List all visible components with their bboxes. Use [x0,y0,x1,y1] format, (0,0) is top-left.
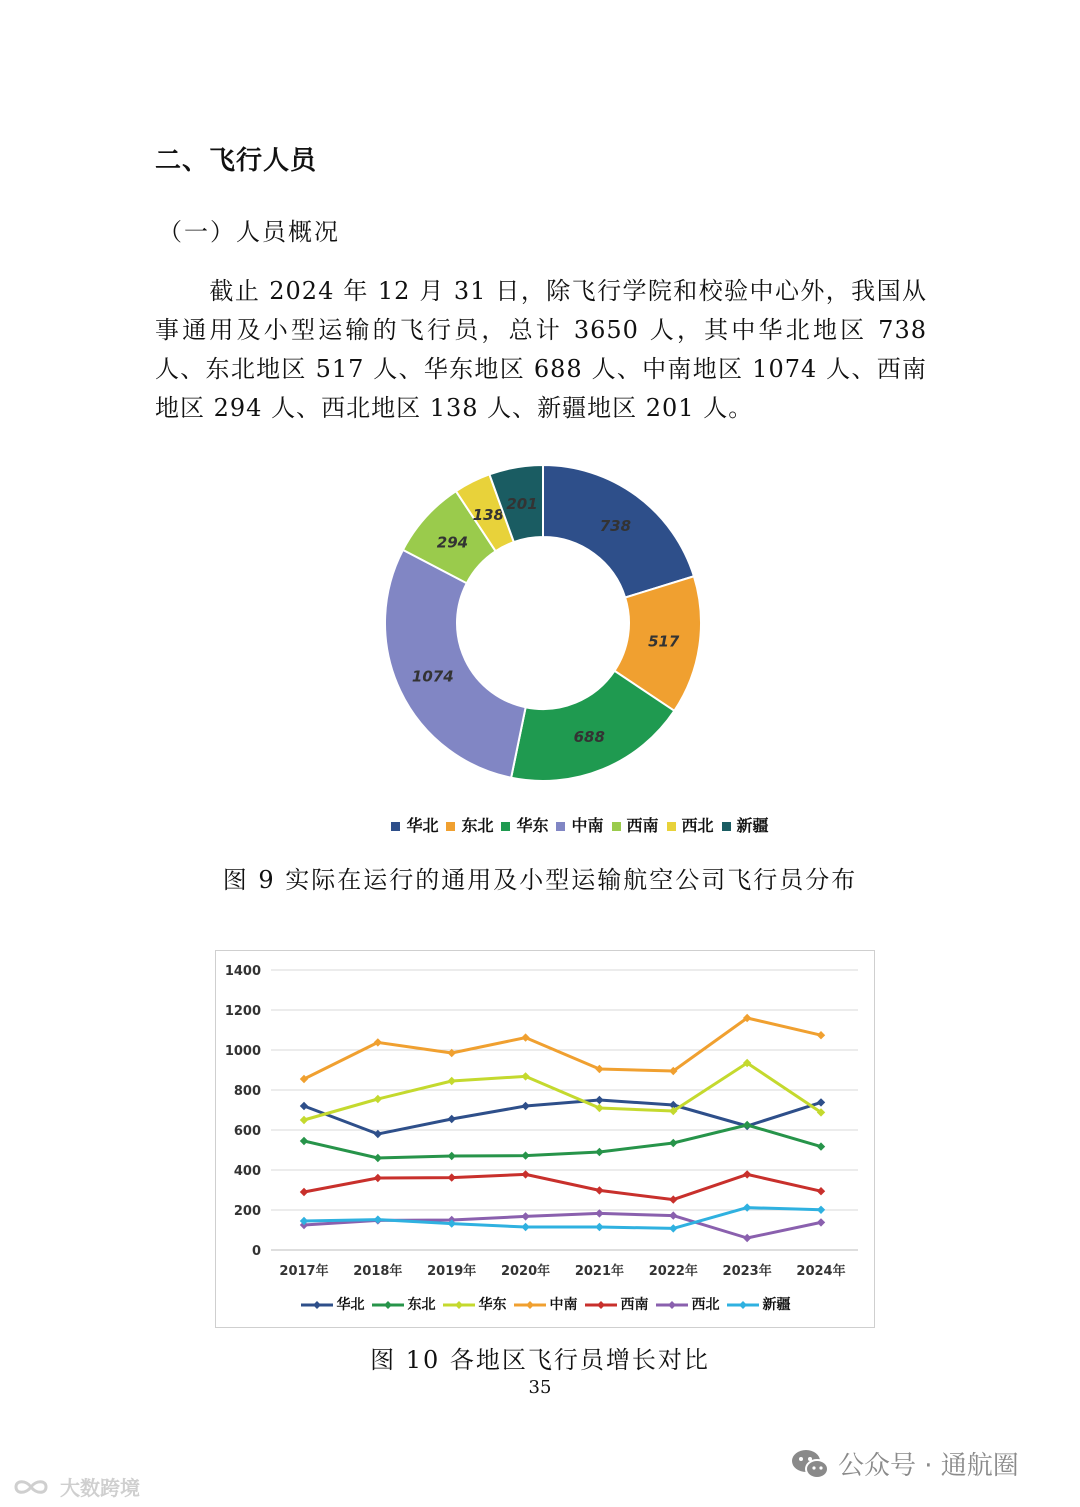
legend-label: 中南 [571,816,604,835]
point-华东 [300,1116,308,1124]
legend-label: 华北 [406,816,439,835]
donut-label-东北: 517 [648,632,680,651]
line-legend-item-华东 [442,1294,507,1314]
legend-label: 西南 [620,1297,649,1313]
line-legend-item-西南 [584,1294,649,1314]
series-line-华北 [304,1100,821,1134]
donut-chart-svg [300,440,860,810]
legend-label: 西北 [681,816,714,835]
donut-legend [300,813,860,836]
legend-swatch [556,822,565,831]
donut-label-中南: 1074 [411,667,454,686]
line-chart [215,950,875,1328]
legend-line-marker [513,1300,547,1310]
legend-line-marker [726,1300,760,1310]
legend-line-marker [655,1300,689,1310]
line-chart-svg [216,951,874,1291]
donut-legend-item-西北 [667,813,714,836]
legend-line-marker [371,1300,405,1310]
x-tick-label: 2023年 [722,1264,772,1279]
donut-label-华北: 738 [599,516,632,535]
point-东北 [374,1154,382,1162]
y-tick-label: 600 [233,1124,261,1139]
point-华北 [521,1102,529,1110]
y-tick-label: 200 [233,1204,261,1219]
legend-label: 西北 [691,1297,720,1313]
legend-swatch [612,822,621,831]
figure9-caption: 图 9 实际在运行的通用及小型运输航空公司飞行员分布 [222,866,858,894]
legend-label: 新疆 [762,1297,791,1313]
legend-label: 东北 [407,1297,436,1313]
figure10-caption: 图 10 各地区飞行员增长对比 [370,1346,710,1374]
legend-label: 东北 [461,816,494,835]
point-新疆 [817,1206,825,1214]
donut-legend-item-西南 [612,813,659,836]
donut-label-西北: 138 [472,505,504,524]
point-华东 [448,1077,456,1085]
watermark-left-text: 大数跨境 [60,1476,140,1500]
point-新疆 [669,1224,677,1232]
point-华北 [817,1098,825,1106]
donut-legend-item-华北 [391,813,438,836]
x-tick-label: 2017年 [279,1264,329,1279]
point-东北 [669,1139,677,1147]
point-东北 [743,1121,751,1129]
legend-label: 华东 [516,816,549,835]
point-华东 [374,1095,382,1103]
legend-label: 西南 [626,816,659,835]
point-华北 [374,1130,382,1138]
donut-slice-中南 [385,550,526,778]
point-东北 [448,1152,456,1160]
legend-swatch [501,822,510,831]
line-legend-item-中南 [513,1294,578,1314]
point-新疆 [521,1223,529,1231]
point-新疆 [374,1215,382,1223]
legend-swatch [722,822,731,831]
point-中南 [521,1033,529,1041]
point-东北 [595,1148,603,1156]
line-legend-item-新疆 [726,1294,791,1314]
x-tick-label: 2024年 [796,1264,846,1279]
section-title: 二、飞行人员 [155,146,318,176]
x-tick-label: 2020年 [500,1264,551,1279]
point-西南 [595,1186,603,1194]
legend-label: 中南 [549,1297,578,1313]
point-西北 [521,1212,529,1220]
legend-line-marker [300,1300,334,1310]
point-新疆 [595,1223,603,1231]
legend-swatch [667,822,676,831]
point-西南 [300,1188,308,1196]
watermark-right [790,1445,1019,1482]
watermark-right-text: 公众号 · 通航圈 [838,1451,1019,1481]
donut-label-新疆: 201 [506,494,538,513]
series-line-新疆 [304,1208,821,1229]
line-legend [216,1294,874,1314]
y-tick-label: 0 [251,1244,261,1259]
point-华北 [300,1102,308,1110]
wechat-icon [790,1447,830,1481]
point-西北 [743,1234,751,1242]
point-西南 [374,1174,382,1182]
point-中南 [817,1031,825,1039]
point-西北 [817,1218,825,1226]
legend-line-marker [584,1300,618,1310]
x-tick-label: 2019年 [427,1264,477,1279]
infinity-logo-icon [8,1476,54,1498]
point-西南 [743,1170,751,1178]
x-tick-label: 2022年 [648,1264,698,1279]
watermark-left [8,1472,140,1501]
donut-legend-item-华东 [501,813,548,836]
donut-chart [300,440,860,845]
point-西南 [448,1173,456,1181]
legend-line-marker [442,1300,476,1310]
point-华北 [595,1096,603,1104]
donut-label-华东: 688 [573,727,605,746]
series-line-中南 [304,1018,821,1079]
point-西南 [817,1187,825,1195]
point-西南 [521,1170,529,1178]
legend-swatch [391,822,400,831]
line-legend-item-东北 [371,1294,436,1314]
body-paragraph [155,272,927,428]
donut-legend-item-新疆 [722,813,769,836]
x-tick-label: 2018年 [353,1264,403,1279]
legend-swatch [446,822,455,831]
point-新疆 [743,1203,751,1211]
y-tick-label: 400 [233,1164,261,1179]
y-tick-label: 1400 [224,964,261,979]
point-中南 [595,1065,603,1073]
point-华东 [595,1104,603,1112]
donut-legend-item-中南 [556,813,603,836]
point-东北 [521,1151,529,1159]
y-tick-label: 1000 [224,1044,261,1059]
page-number: 35 [528,1377,552,1398]
x-tick-label: 2021年 [574,1264,625,1279]
point-东北 [300,1137,308,1145]
legend-label: 新疆 [736,816,769,835]
point-西北 [669,1211,677,1219]
y-tick-label: 1200 [224,1004,261,1019]
legend-label: 华东 [478,1297,507,1313]
point-华北 [448,1115,456,1123]
point-东北 [817,1142,825,1150]
point-西南 [669,1195,677,1203]
y-tick-label: 800 [233,1084,261,1099]
paragraph-text: 截止 2024 年 12 月 31 日，除飞行学院和校验中心外，我国从事通用及小型运输的飞行员，总计 3650 人，其中华北地区 738 人、东北地区 517 人、华东地区 688 人、中南地区 1074 人、西南地区 294 人、西北地区 138 人、新疆地区 201 人。 [155,277,927,422]
line-legend-item-西北 [655,1294,720,1314]
legend-label: 华北 [336,1297,365,1313]
subsection-title: （一）人员概况 [158,218,340,246]
donut-legend-item-东北 [446,813,493,836]
donut-label-西南: 294 [436,533,469,552]
point-华东 [521,1072,529,1080]
series-line-华东 [304,1063,821,1120]
line-legend-item-华北 [300,1294,365,1314]
